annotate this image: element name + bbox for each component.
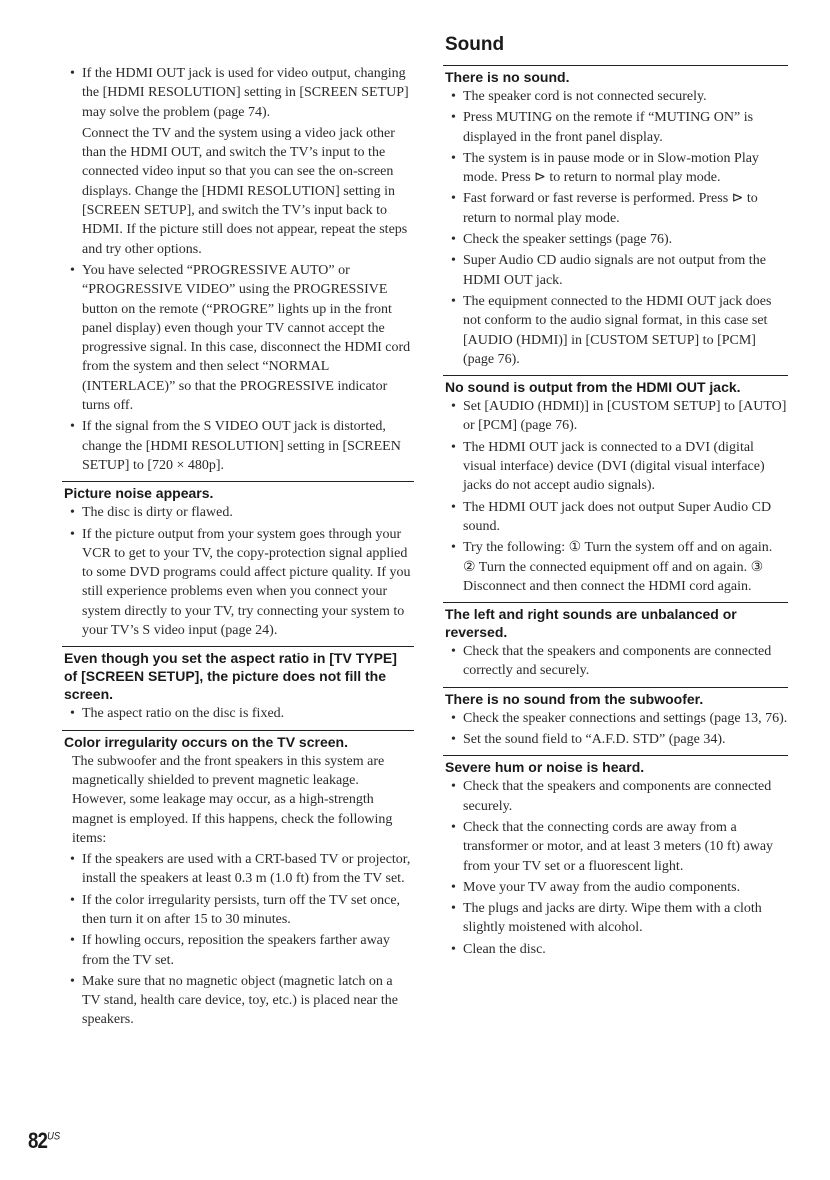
left-column <box>62 64 414 1032</box>
section-heading: There is no sound. <box>445 69 570 85</box>
bullet-item: • The speaker cord is not connected securely. <box>443 87 788 106</box>
bullet-item: • Check that the speakers and components are connected securely. <box>443 777 788 816</box>
bullet-item: • If the HDMI OUT jack is used for video output, changing the [HDMI RESOLUTION] setting in [SCREEN SETUP] may solve the problem (page 74). <box>62 64 414 122</box>
bullet-item: • The HDMI OUT jack is connected to a DVI (digital visual interface) device (DVI (digital visual interface) jacks do not accept audio signals). <box>443 438 788 496</box>
trouble-section <box>62 730 414 1030</box>
bullet-item: • Set the sound field to “A.F.D. STD” (page 34). <box>443 730 788 749</box>
bullet-item: • If the picture output from your system goes through your VCR to get to your TV, the copy-protection signal applied to some DVD programs could affect picture quality. If you still experience problems even when you connect your system directly to your TV, try connecting your system to your TV’s S video input (page 24). <box>62 525 414 641</box>
bullet-item: • Make sure that no magnetic object (magnetic latch on a TV stand, health care device, toy, etc.) is placed near the speakers. <box>62 972 414 1030</box>
paragraph: The subwoofer and the front speakers in this system are magnetically shielded to prevent magnetic leakage. However, some leakage may occur, as a high-strength magnet is employed. If this happens, check the following items: <box>72 753 393 846</box>
bullet-item: • The equipment connected to the HDMI OUT jack does not conform to the audio signal format, in this case set [AUDIO (HDMI)] in [CUSTOM SETUP] to [PCM] (page 76). <box>443 292 788 369</box>
bullet-item: • Clean the disc. <box>443 940 788 959</box>
trouble-section <box>443 375 788 596</box>
bullet-item: • The aspect ratio on the disc is fixed. <box>62 704 414 723</box>
trouble-section <box>62 64 414 475</box>
bullet-item: • If howling occurs, reposition the speakers farther away from the TV set. <box>62 931 414 970</box>
page-number <box>28 1128 60 1154</box>
trouble-section <box>443 65 788 369</box>
section-heading: Picture noise appears. <box>64 485 214 502</box>
right-column <box>443 34 788 961</box>
section-heading: There is no sound from the subwoofer. <box>445 690 704 707</box>
section-heading: Severe hum or noise is heard. <box>445 759 645 776</box>
section-heading: Even though you set the aspect ratio in [TV TYPE] of [SCREEN SETUP], the picture does not fill the screen. <box>64 650 397 703</box>
bullet-item: • If the signal from the S VIDEO OUT jack is distorted, change the [HDMI RESOLUTION] setting in [SCREEN SETUP] to [720 × 480p]. <box>62 417 414 475</box>
section-heading: The left and right sounds are unbalanced or reversed. <box>445 606 737 641</box>
bullet-item: • Move your TV away from the audio components. <box>443 878 788 897</box>
section-heading: Color irregularity occurs on the TV screen. <box>64 733 348 750</box>
bullet-item: • The system is in pause mode or in Slow-motion Play mode. Press ⊳ to return to normal play mode. <box>443 149 788 188</box>
section-title-sound: Sound <box>445 34 505 55</box>
bullet-item: • If the color irregularity persists, turn off the TV set once, then turn it on after 15 to 30 minutes. <box>62 891 414 930</box>
page-suffix: US <box>47 1130 61 1143</box>
bullet-item: • Check the speaker connections and settings (page 13, 76). <box>443 709 788 728</box>
bullet-item: • Super Audio CD audio signals are not output from the HDMI OUT jack. <box>443 251 788 290</box>
bullet-item: • Check that the connecting cords are away from a transformer or motor, and at least 3 meters (10 ft) away from your TV set or a fluorescent light. <box>443 818 788 876</box>
bullet-item: • The plugs and jacks are dirty. Wipe them with a cloth slightly moistened with alcohol. <box>443 899 788 938</box>
bullet-item: • If the speakers are used with a CRT-based TV or projector, install the speakers at least 0.3 m (1.0 ft) from the TV set. <box>62 850 414 889</box>
bullet-item: • Set [AUDIO (HDMI)] in [CUSTOM SETUP] to [AUTO] or [PCM] (page 76). <box>443 397 788 436</box>
bullet-item: • Check the speaker settings (page 76). <box>443 230 788 249</box>
paragraph: Connect the TV and the system using a video jack other than the HDMI OUT, and switch the TV’s input to the connected video input so that you can see the on-screen displays. Change the [HDMI RESOLUTION] setting in [SCREEN SETUP], and switch the TV’s input back to HDMI. If the picture still does not appear, repeat the steps and try other options. <box>82 125 408 257</box>
bullet-item: • The HDMI OUT jack does not output Super Audio CD sound. <box>443 498 788 537</box>
bullet-item: • Press MUTING on the remote if “MUTING ON” is displayed in the front panel display. <box>443 108 788 147</box>
bullet-item: • You have selected “PROGRESSIVE AUTO” or “PROGRESSIVE VIDEO” using the PROGRESSIVE button on the remote (“PROGRE” lights up in the front panel display) even though your TV cannot accept the progressive signal. In this case, disconnect the HDMI cord from the system and then select “NORMAL (INTERLACE)” so that the PROGRESSIVE indicator turns off. <box>62 261 414 415</box>
bullet-item: • Try the following: ① Turn the system off and on again. ② Turn the connected equipment off and on again. ③ Disconnect and then connect the HDMI cord again. <box>443 538 788 596</box>
section-heading: No sound is output from the HDMI OUT jack. <box>445 379 741 396</box>
bullet-item: • The disc is dirty or flawed. <box>62 503 414 522</box>
trouble-section <box>443 602 788 681</box>
bullet-item: • Fast forward or fast reverse is performed. Press ⊳ to return to normal play mode. <box>443 189 788 228</box>
bullet-item: • Check that the speakers and components are connected correctly and securely. <box>443 642 788 681</box>
trouble-section <box>443 755 788 959</box>
trouble-section <box>62 646 414 723</box>
page-number-value: 82 <box>28 1128 48 1153</box>
trouble-section <box>443 687 788 750</box>
trouble-section <box>62 481 414 640</box>
